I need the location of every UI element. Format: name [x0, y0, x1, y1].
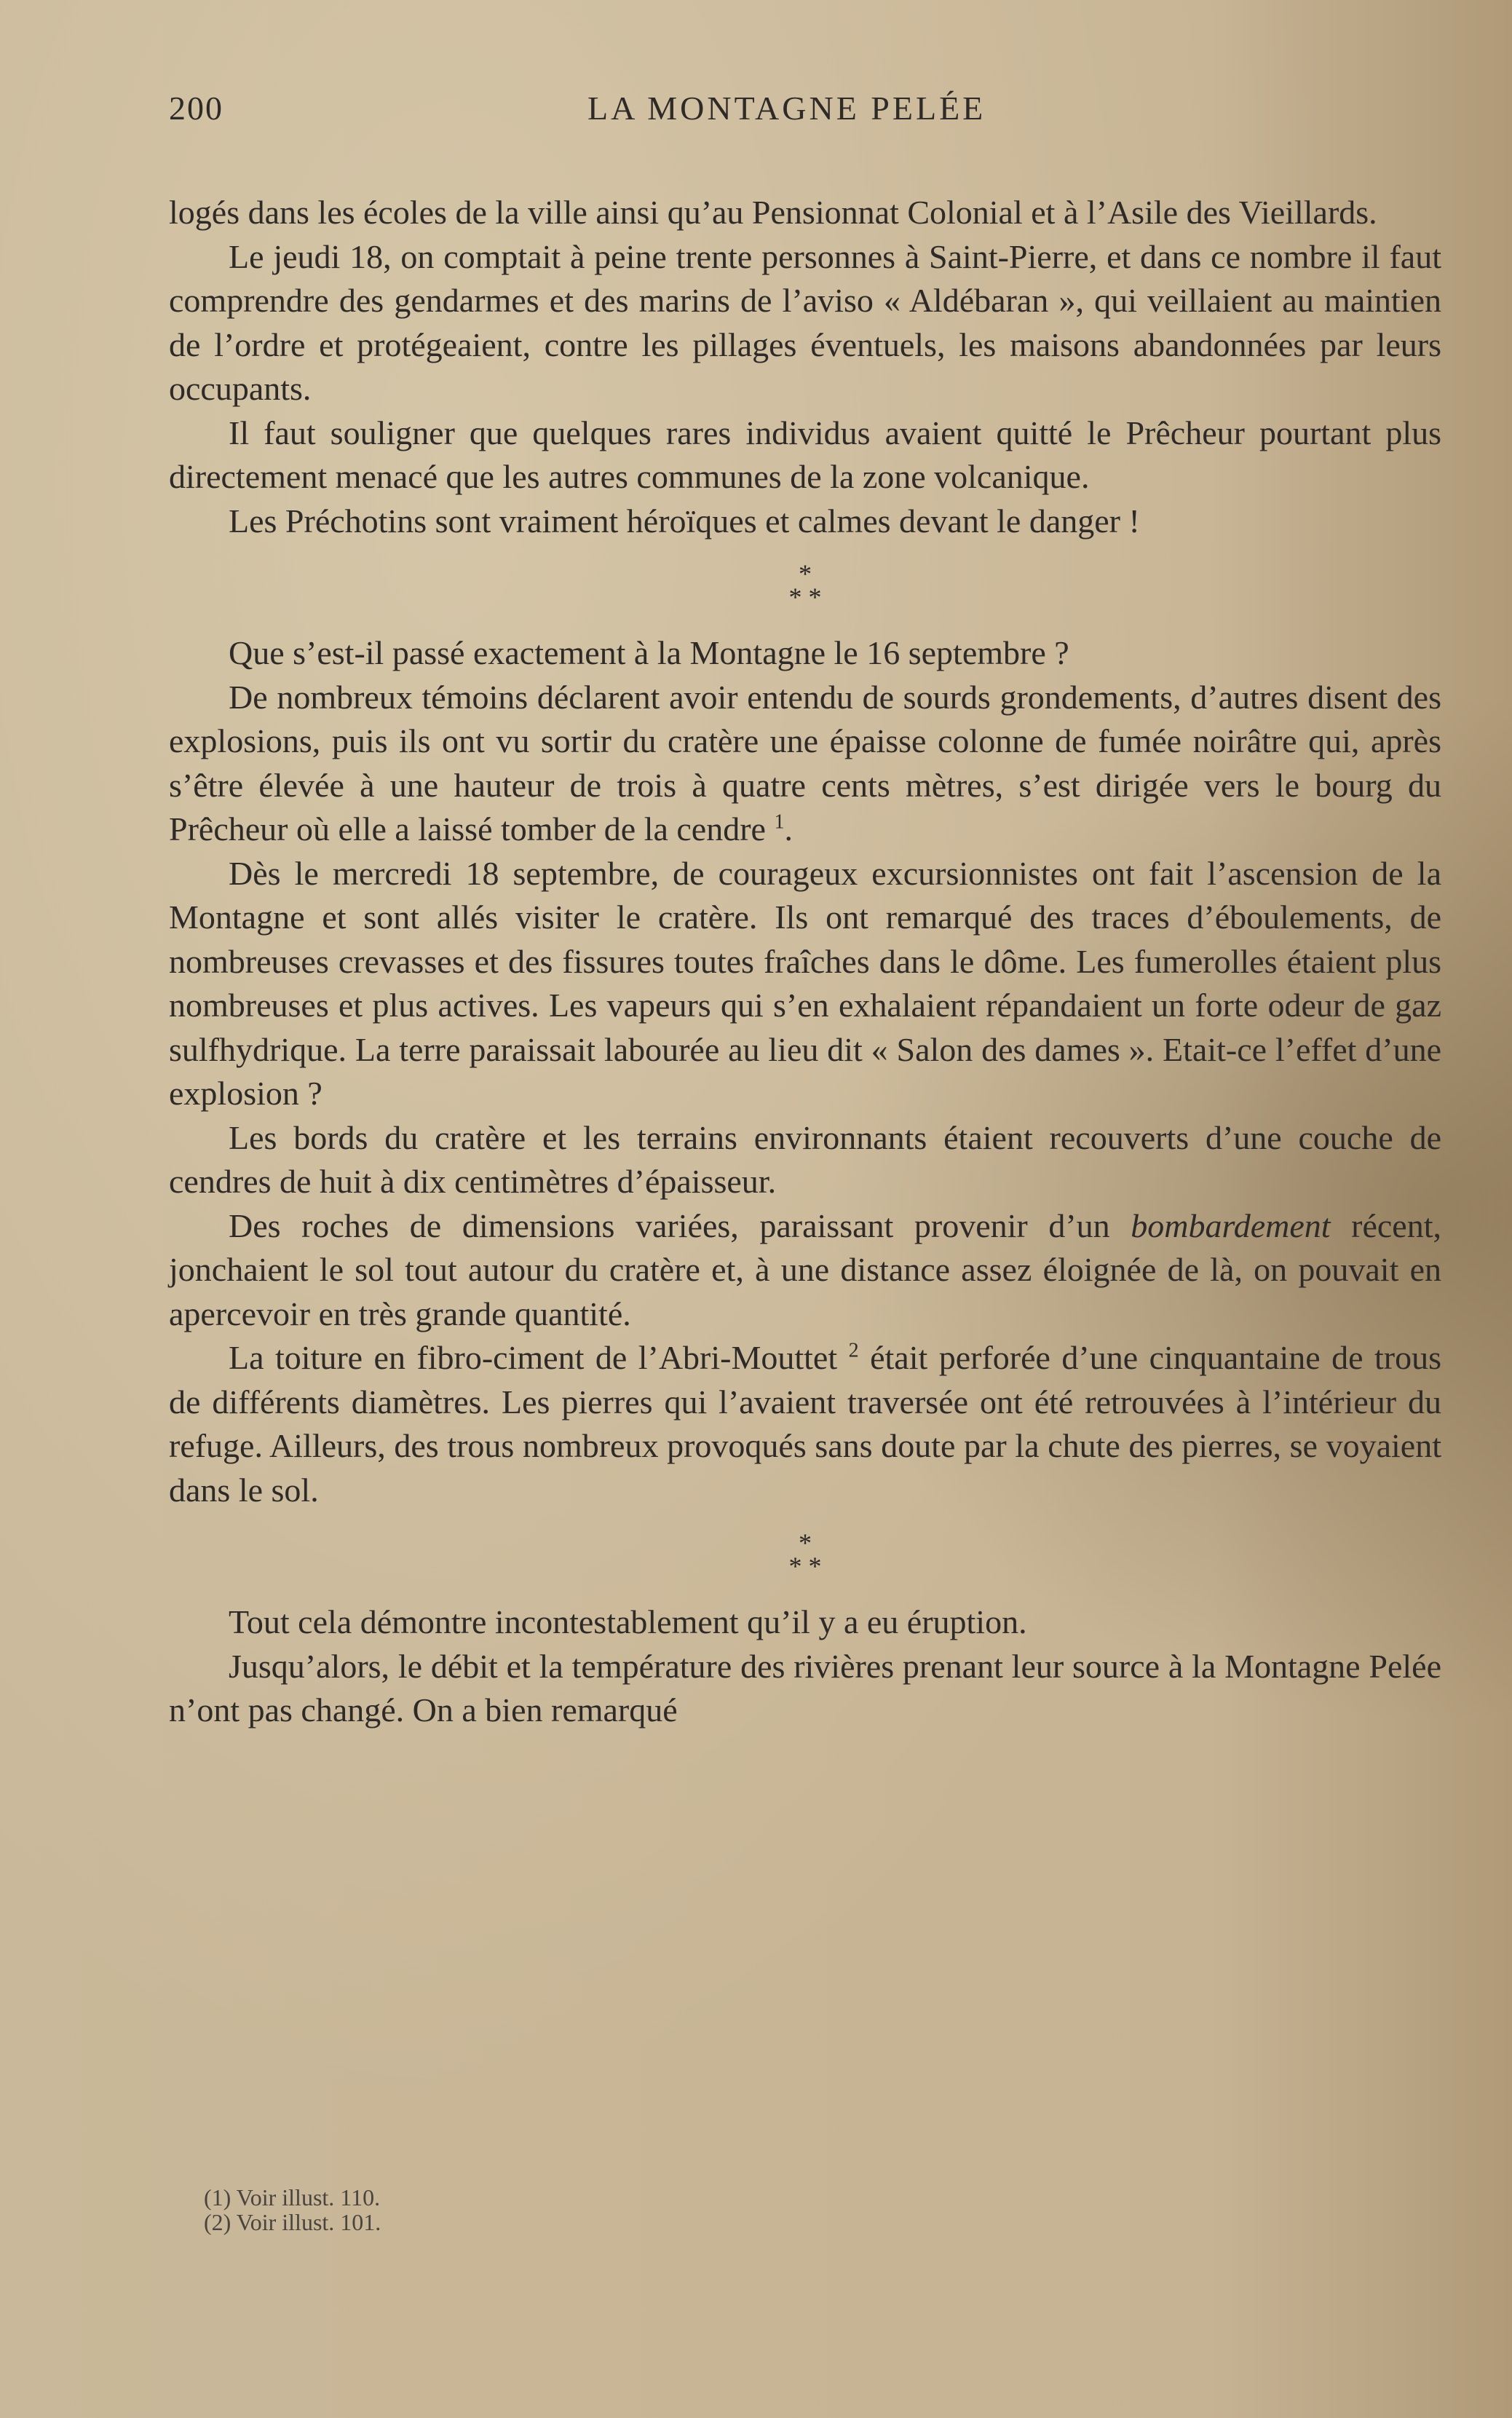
- page-number: 200: [169, 90, 223, 127]
- section-separator: [169, 543, 1441, 631]
- section-separator: [169, 1512, 1441, 1600]
- running-title: LA MONTAGNE PELÉE: [587, 90, 986, 127]
- italic-term: bombardement: [1131, 1206, 1331, 1244]
- running-header: [169, 89, 1441, 140]
- paragraph: Tout cela démontre incontestablement qu’il y a eu éruption.: [229, 1603, 1027, 1640]
- separator-star-bottom: * *: [788, 1552, 822, 1581]
- paragraph: Les Préchotins sont vraiment héroïques et calmes devant le danger !: [229, 502, 1140, 540]
- footnote-mark: 1: [774, 810, 785, 834]
- paragraph: logés dans les écoles de la ville ainsi qu’au Pensionnat Colonial et à l’Asile des Vieillards.: [169, 194, 1377, 231]
- paragraph: Les bords du cratère et les terrains environnants étaient recouverts d’une couche de cendres de huit à dix centimètres d’épaisseur.: [169, 1118, 1441, 1200]
- footnotes: [204, 2185, 381, 2235]
- separator-star-bottom: * *: [788, 582, 822, 612]
- footnote-mark: 2: [848, 1339, 859, 1362]
- main-text: [169, 191, 1441, 1733]
- paragraph: La toiture en fibro-ciment de l’Abri-Mouttet $^2$ était perforée d’une cinquantaine de trous de différents diamètres. Les pierres qui l’avaient traversée ont été retrouvées à l’intérieur du refuge. Ailleurs, des trous nombreux provoqués sans doute par la chute des pierres, se voyaient dans le sol.: [169, 1339, 1442, 1509]
- footnote: (2) Voir illust. 101.: [204, 2209, 381, 2235]
- separator-star-top: *: [799, 1528, 812, 1557]
- paragraph: De nombreux témoins déclarent avoir entendu de sourds grondements, d’autres disent des explosions, puis ils ont vu sortir du cratère une épaisse colonne de fumée noirâtre qui, après s’être élevée à une hauteur de trois à quatre cents mètres, s’est dirigée vers le bourg du Prêcheur où elle a laissé tomber de la cendre $^1$.: [169, 678, 1441, 848]
- paragraph: Des roches de dimensions variées, paraissant provenir d’un bombardement récent, jonchaient le sol tout autour du cratère et, à une distance assez éloignée de là, on pouvait en apercevoir en très grande quantité.: [169, 1206, 1441, 1332]
- paragraph: Il faut souligner que quelques rares individus avaient quitté le Prêcheur pourtant plus directement menacé que les autres communes de la zone volcanique.: [169, 414, 1441, 495]
- separator-star-top: *: [799, 559, 812, 588]
- paragraph: Dès le mercredi 18 septembre, de courageux excursionnistes ont fait l’ascension de la Montagne et sont allés visiter le cratère. Ils ont remarqué des traces d’éboulements, de nombreuses crevasses et des fissures toutes fraîches dans le dôme. Les fumerolles étaient plus nombreuses et plus actives. Les vapeurs qui s’en exhalaient répandaient un forte odeur de gaz sulfhydrique. La terre paraissait labourée au lieu dit « Salon des dames ». Etait-ce l’effet d’une explosion ?: [169, 854, 1441, 1112]
- footnote: (1) Voir illust. 110.: [204, 2184, 381, 2210]
- paragraph: Jusqu’alors, le débit et la température des rivières prenant leur source à la Montagne Pelée n’ont pas changé. On a bien remarqué: [169, 1647, 1441, 1728]
- paragraph: Le jeudi 18, on comptait à peine trente personnes à Saint-Pierre, et dans ce nombre il faut comprendre des gendarmes et des marins de l’aviso « Aldébaran », qui veillaient au maintien de l’ordre et protégeaient, contre les pillages éventuels, les maisons abandonnées par leurs occupants.: [169, 237, 1441, 407]
- paragraph: Que s’est-il passé exactement à la Montagne le 16 septembre ?: [229, 634, 1069, 671]
